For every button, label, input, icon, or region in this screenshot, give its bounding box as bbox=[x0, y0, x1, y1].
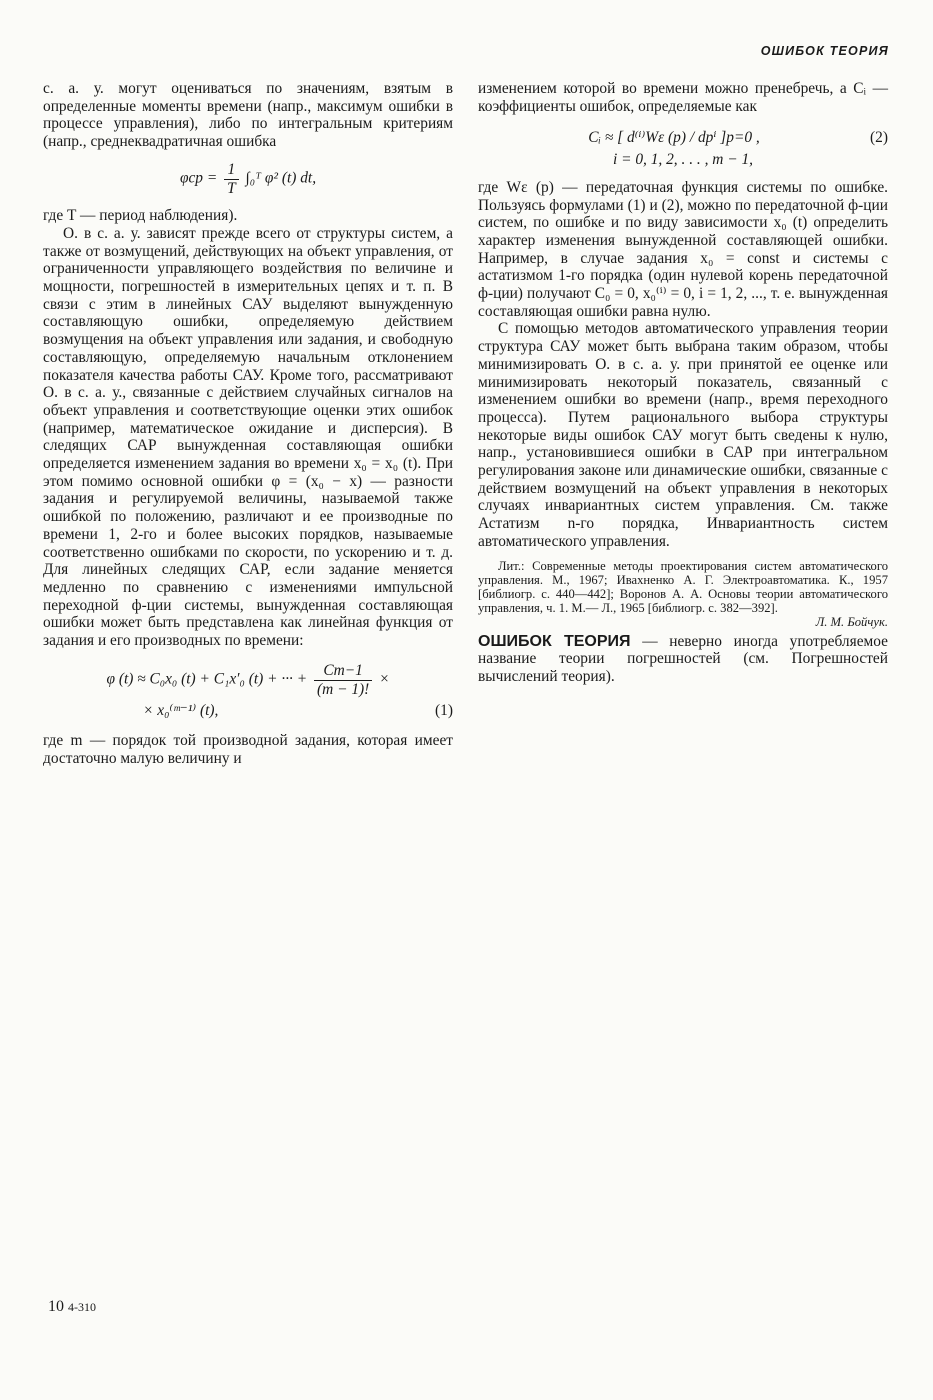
formula-1-frac-den: (m − 1)! bbox=[317, 680, 370, 698]
right-column bbox=[478, 80, 888, 686]
page-footer bbox=[48, 1298, 96, 1316]
formula-2-text: Cᵢ ≈ [ d⁽ⁱ⁾Wε (p) / dpⁱ ]p=0 , bbox=[588, 129, 760, 147]
mean-square-frac-num: 1 bbox=[224, 161, 239, 180]
bibliography: Лит.: Современные методы проектирования систем автоматического управления. М., 1967; Ивахненко А. Г. Электроавтоматика. К., 1957 [библиогр. с. 440—442]; Воронов А. А. Основы теории автоматического управления, ч. 1. М.— Л., 1965 [библиогр. с. 382—392]. bbox=[478, 558, 888, 615]
left-paragraph-1-tail: где T — период наблюдения). bbox=[43, 207, 238, 225]
formula-1-number: (1) bbox=[435, 702, 453, 720]
entry-see-also bbox=[478, 633, 888, 686]
left-column bbox=[43, 80, 453, 767]
left-paragraph-1: с. а. у. могут оцениваться по значениям, взятым в определенные моменты времени (напр., максимум ошибки в процессе управления), либо по интегральным критериям (напр., среднеквадратичная ошибка bbox=[43, 80, 453, 151]
mean-square-integral: ∫₀ᵀ φ² (t) dt, bbox=[245, 169, 317, 187]
entry-text: — неверно иногда употребляемое название теории погрешностей (см. Погрешностей вычислений теория). bbox=[478, 632, 888, 685]
mean-square-fraction bbox=[224, 161, 239, 197]
formula-1-line-2-text: × x₀⁽ᵐ⁻¹⁾ (t), bbox=[143, 702, 219, 720]
formula-1-fraction bbox=[314, 662, 372, 698]
formula-1-line-2 bbox=[43, 702, 453, 720]
formula-2 bbox=[478, 129, 888, 147]
left-paragraph-3: где m — порядок той производной задания, которая имеет достаточно малую величину и bbox=[43, 731, 453, 767]
formula-1-part-b: × bbox=[379, 670, 390, 688]
right-paragraph-1: изменением которой во времени можно пренебречь, а Cᵢ — коэффициенты ошибок, определяемые как bbox=[478, 80, 888, 115]
formula-2-number: (2) bbox=[870, 129, 888, 147]
mean-square-formula bbox=[43, 161, 453, 197]
formula-1-frac-num: Cm−1 bbox=[314, 662, 372, 681]
page-number: 10 bbox=[48, 1298, 64, 1315]
right-paragraph-2: где Wε (p) — передаточная функция системы по ошибке. Пользуясь формулами (1) и (2), можно по передаточной ф-ции систем, по ошибке и по виду зависимости x₀ (t) определить характер изменения вынужденной составляющей ошибки. Например, в случае задания x₀ = const и системы с астатизмом 1-го порядка (один нулевой корень передаточной ф-ции) получают C₀ = 0, x₀⁽ⁱ⁾ = 0, i = 1, 2, ..., т. е. вынужденная составляющая ошибки равна нулю. bbox=[478, 178, 888, 320]
left-paragraph-2: О. в с. а. у. зависят прежде всего от структуры систем, а также от возмущений, действующих на объект управления, от ограниченности управляющего воздействия по величине и мощности, погрешностей в измерительных цепях и т. п. В связи с этим в линейных САУ выделяют вынужденную составляющую ошибки, определяемую действием возмущения на объект управления или задания, и свободную составляющую, определяемую начальным отклонением показателя качества работы САУ. Кроме того, рассматривают О. в с. а. у., связанные с действием случайных сигналов на объект управления и соответствующие оценки этих ошибок (например, математическое ожидание и дисперсия). В следящих САР вынужденная составляющая ошибки определяется изменением задания во времени x₀ = x₀ (t). При этом помимо основной ошибки φ = (x₀ − x) — разности задания и регулируемой величины, называемой также ошибкой по положению, различают и ее производные по времени 1, 2-го и более высоких порядков, называемые соответственно ошибками по скорости, по ускорению и т. д. Для линейных следящих САР, если задание меняется медленно по сравнению с изменениями импульсной переходной ф-ции системы, вынужденная составляющая ошибки может быть представлена как линейная функция от задания и его производных по времени: bbox=[43, 224, 453, 650]
mean-square-lhs: φср = bbox=[179, 169, 218, 187]
entry-term: ОШИБОК ТЕОРИЯ bbox=[478, 632, 631, 650]
formula-1-part-a: φ (t) ≈ C₀x₀ (t) + C₁x′₀ (t) + ··· + bbox=[106, 670, 308, 688]
formula-1 bbox=[43, 662, 453, 698]
signature-line bbox=[478, 615, 888, 629]
mean-square-frac-den: T bbox=[227, 179, 236, 197]
formula-2-range: i = 0, 1, 2, . . . , m − 1, bbox=[612, 151, 754, 169]
running-title: ОШИБОК ТЕОРИЯ bbox=[760, 44, 889, 58]
signature-mark: 4-310 bbox=[68, 1300, 96, 1314]
right-paragraph-3: С помощью методов автоматического управления теории структура САУ может быть выбрана таким образом, чтобы минимизировать О. в с. а. у. при принятой ее оценке или минимизировать некоторый показатель, связанный с изменением ошибки во времени (напр., время переходного процесса). Путем рационального выбора структуры некоторые виды ошибок САУ могут быть сведены к нулю, напр., установившиеся ошибки в САР при интегральном регулирования законе или динамические ошибки, связанные с действием возмущений на объект управления в некоторых случаях инвариантных систем управления. См. также Астатизм n-го порядка, Инвариантность систем автоматического управления. bbox=[478, 320, 888, 550]
author-signature: Л. М. Бойчук. bbox=[815, 614, 888, 629]
